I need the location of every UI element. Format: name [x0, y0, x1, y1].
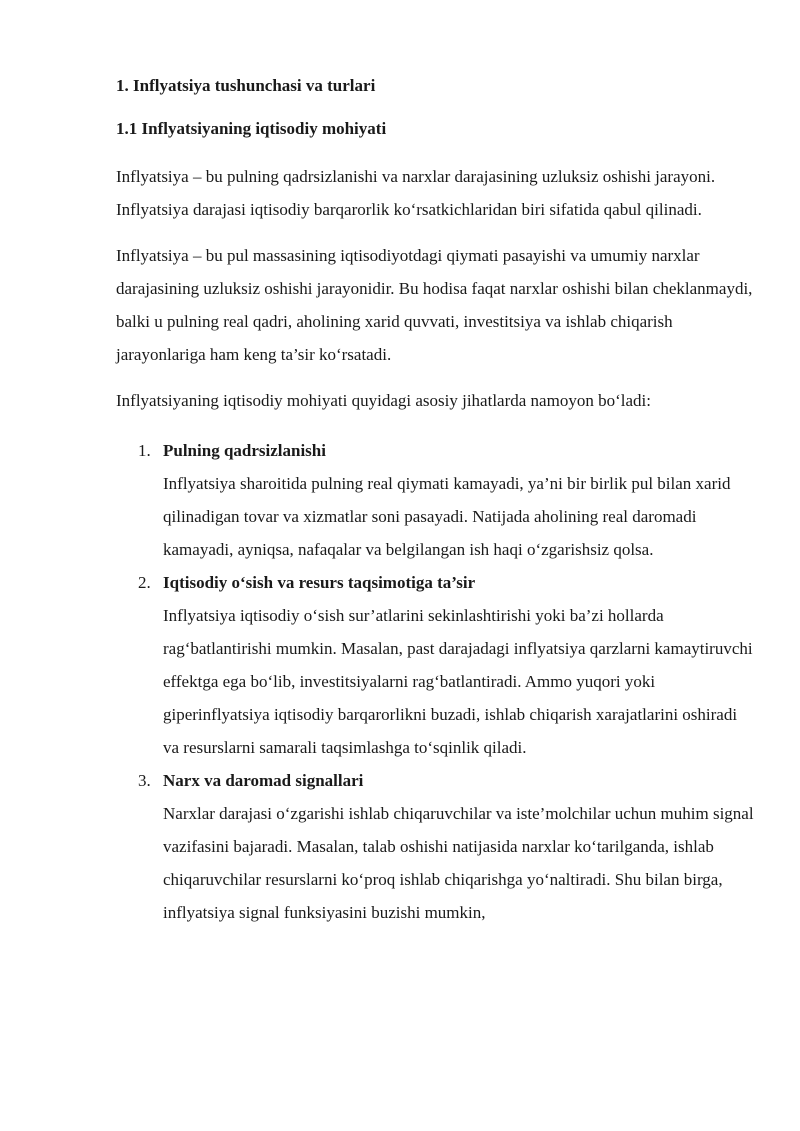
list-item-number: 3. [138, 771, 151, 790]
list-item-body: Inflyatsiya sharoitida pulning real qiymati kamayadi, ya’ni bir birlik pul bilan xarid qilinadigan tovar va xizmatlar soni pasayadi. Natijada aholining real daromadi kamayadi, ayniqsa, nafaqalar va belgilangan ish haqi o‘zgarishsiz qolsa. [163, 474, 731, 559]
paragraph-list-intro: Inflyatsiyaning iqtisodiy mohiyati quyidagi asosiy jihatlarda namoyon bo‘ladi: [116, 391, 651, 410]
list-item-title: Pulning qadrsizlanishi [163, 441, 326, 460]
subsection-heading: 1.1 Inflyatsiyaning iqtisodiy mohiyati [116, 119, 387, 138]
list-item-number: 2. [138, 573, 151, 592]
list-item [116, 764, 756, 929]
aspects-list [116, 434, 756, 929]
document-page [116, 74, 756, 929]
list-item [116, 434, 756, 566]
list-item-body: Narxlar darajasi o‘zgarishi ishlab chiqaruvchilar va iste’molchilar uchun muhim signal vazifasini bajaradi. Masalan, talab oshishi natijasida narxlar ko‘tarilganda, ishlab chiqaruvchilar resurslarni ko‘proq ishlab chiqarishga yo‘naltiradi. Shu bilan birga, inflyatsiya signal funksiyasini buzishi mumkin, [163, 804, 754, 922]
list-item-number: 1. [138, 441, 151, 460]
paragraph-definition: Inflyatsiya – bu pulning qadrsizlanishi va narxlar darajasining uzluksiz oshishi jarayoni. Inflyatsiya darajasi iqtisodiy barqarorlik ko‘rsatkichlaridan biri sifatida qabul qilinadi. [116, 167, 716, 219]
list-item [116, 566, 756, 764]
section-heading: 1. Inflyatsiya tushunchasi va turlari [116, 76, 376, 95]
list-item-body: Inflyatsiya iqtisodiy o‘sish sur’atlarini sekinlashtirishi yoki ba’zi hollarda rag‘batlantirishi mumkin. Masalan, past darajadagi inflyatsiya qarzlarni kamaytiruvchi effektga ega bo‘lib, investitsiyalarni rag‘batlantiradi. Ammo yuqori yoki giperinflyatsiya iqtisodiy barqarorlikni buzadi, ishlab chiqarish xarajatlarini oshiradi va resurslarni samarali taqsimlashga to‘sqinlik qiladi. [163, 606, 753, 757]
paragraph-explanation: Inflyatsiya – bu pul massasining iqtisodiyotdagi qiymati pasayishi va umumiy narxlar darajasining uzluksiz oshishi jarayonidir. Bu hodisa faqat narxlar oshishi bilan cheklanmaydi, balki u pulning real qadri, aholining xarid quvvati, investitsiya va ishlab chiqarish jarayonlariga ham keng ta’sir ko‘rsatadi. [116, 246, 753, 364]
list-item-title: Iqtisodiy o‘sish va resurs taqsimotiga ta’sir [163, 573, 476, 592]
list-item-title: Narx va daromad signallari [163, 771, 364, 790]
